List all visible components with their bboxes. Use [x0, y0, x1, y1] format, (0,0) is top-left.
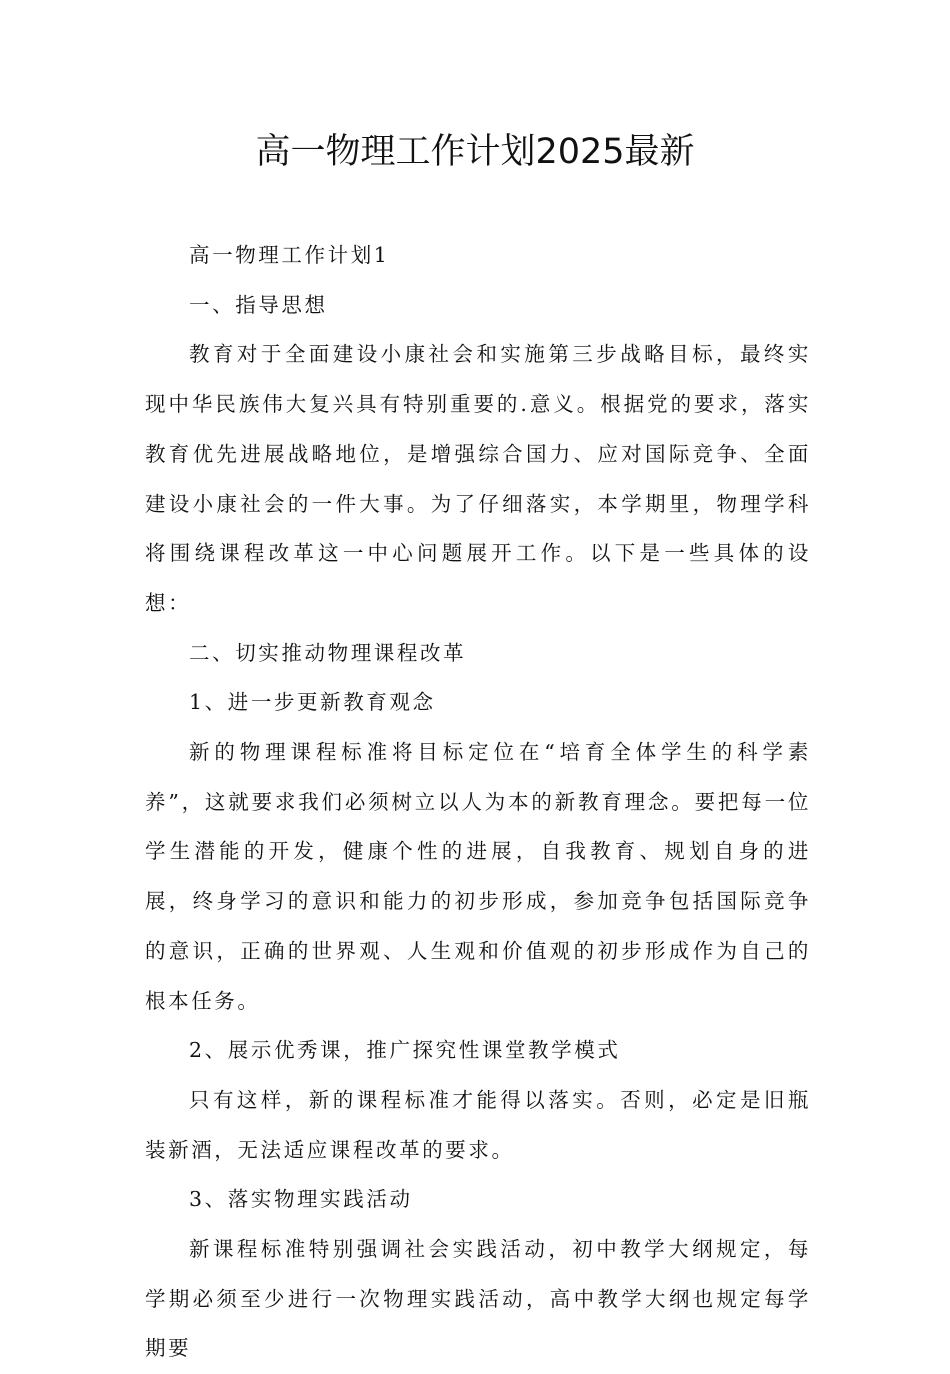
- plan-subtitle: 高一物理工作计划1: [189, 243, 390, 267]
- section-heading-curriculum-reform: 二、切实推动物理课程改革: [189, 640, 467, 665]
- subsection-heading-update-concepts: 1、进一步更新教育观念: [189, 690, 436, 715]
- subsection-heading-showcase-lessons: 2、展示优秀课，推广探究性课堂教学模式: [189, 1038, 621, 1063]
- body-paragraph: 只有这样，新的课程标准才能得以落实。否则，必定是旧瓶装新酒，无法适应课程改革的要求。: [145, 1087, 811, 1162]
- body-paragraph: 教育对于全面建设小康社会和实施第三步战略目标，最终实现中华民族伟大复兴具有特别重要的.意义。根据党的要求，落实教育优先进展战略地位，是增强综合国力、应对国际竞争、全面建设小康社会的一件大事。为了仔细落实，本学期里，物理学科将围绕课程改革这一中心问题展开工作。以下是一些具体的设想：: [145, 342, 811, 615]
- body-paragraph: 新的物理课程标准将目标定位在“培育全体学生的科学素养”，这就要求我们必须树立以人为本的新教育理念。要把每一位学生潜能的开发，健康个性的进展，自我教育、规划自身的进展，终身学习的意识和能力的初步形成，参加竞争包括国际竞争的意识，正确的世界观、人生观和价值观的初步形成作为自己的根本任务。: [145, 740, 811, 1013]
- subsection-heading-practice-activities: 3、落实物理实践活动: [189, 1187, 413, 1212]
- section-heading-guiding-ideology: 一、指导思想: [189, 292, 328, 317]
- document-body: [145, 231, 811, 1374]
- body-paragraph: 新课程标准特别强调社会实践活动，初中教学大纲规定，每学期必须至少进行一次物理实践活动，高中教学大纲也规定每学期要: [145, 1237, 811, 1361]
- document-title: 高一物理工作计划2025最新: [255, 132, 695, 172]
